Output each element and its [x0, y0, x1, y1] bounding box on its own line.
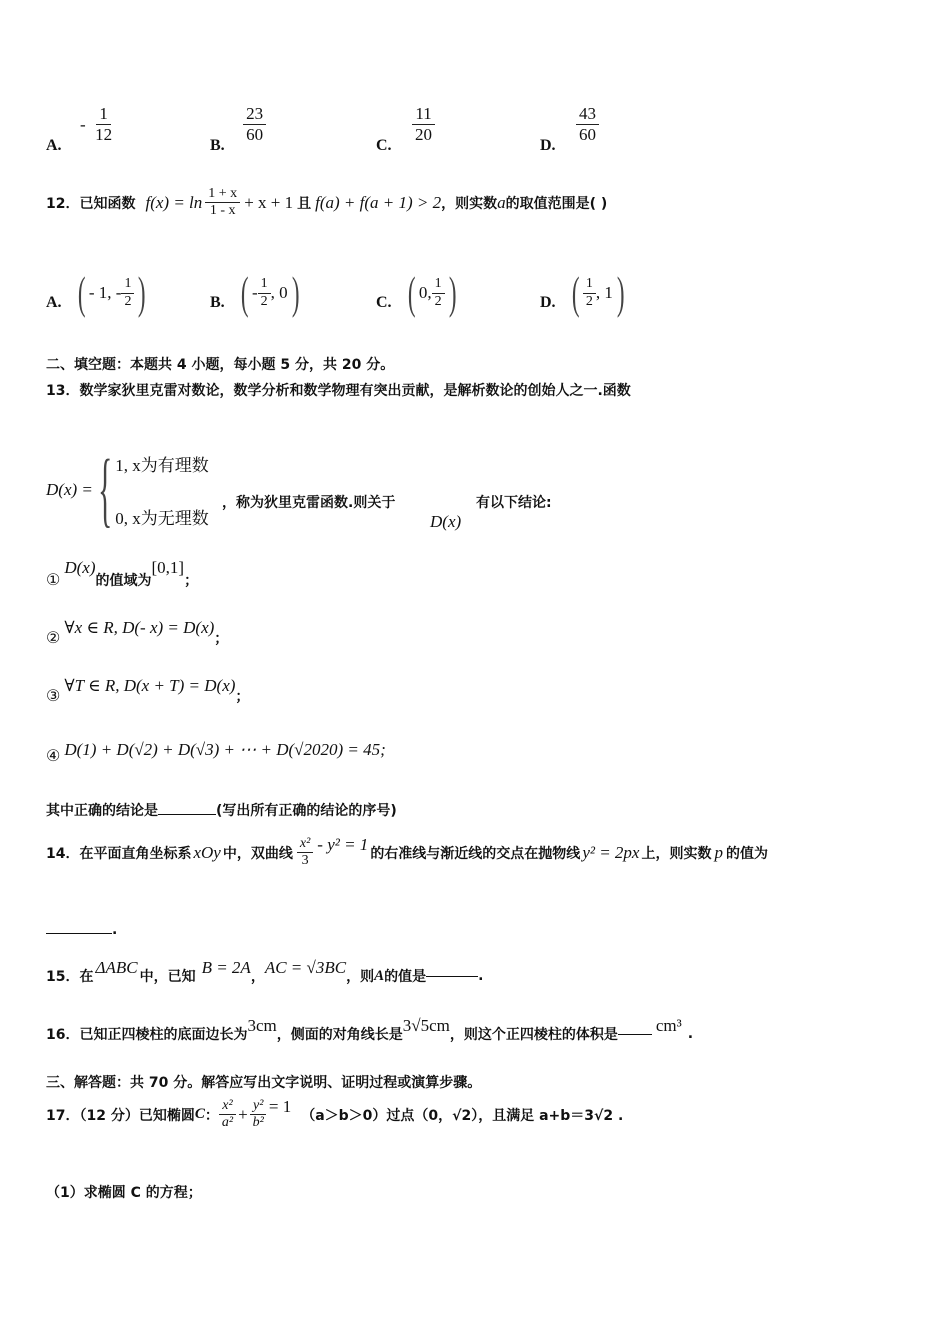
option-label: A. — [46, 294, 62, 311]
item-math: D(1) + D(√2) + D(√3) + ⋯ + D(√2020) = 45; — [64, 740, 386, 759]
q14-stem — [46, 836, 768, 869]
q15-end: . — [478, 968, 484, 984]
frac-den: b² — [252, 1115, 264, 1131]
q12-stem — [46, 186, 607, 219]
q13-intro: 13．数学家狄里克雷对数论，数学分析和数学物理有突出贡献，是解析数论的创始人之一.函数 — [46, 383, 631, 399]
option-label: B. — [210, 294, 225, 311]
option-post: , 0 — [270, 283, 288, 302]
q13-cases — [115, 451, 209, 529]
q16-mid: ，侧面的对角线长是 — [276, 1027, 403, 1043]
frac-den: a² — [221, 1115, 234, 1131]
q16-stem — [46, 1016, 694, 1043]
frac-num: y² — [250, 1098, 266, 1115]
option-fraction — [92, 104, 115, 144]
q16-mid2: ，则这个正四棱柱的体积是 — [449, 1027, 618, 1043]
frac-den: 2 — [434, 293, 442, 309]
q14-mid3: 上，则实数 — [641, 845, 712, 862]
q11-option-c — [376, 104, 435, 155]
frac-den: 3 — [301, 853, 309, 869]
item-end: ； — [235, 689, 250, 705]
q12-option-a — [46, 267, 150, 318]
q12-conj: 且 — [297, 195, 312, 212]
q13-item-4 — [46, 740, 386, 765]
q13-item-2 — [46, 618, 229, 647]
frac-den: 2 — [124, 293, 132, 309]
option-fraction — [121, 276, 134, 309]
right-paren-icon: ) — [448, 267, 457, 318]
q14-prefix: 14．在平面直角坐标系 — [46, 845, 192, 862]
option-label: A. — [46, 137, 62, 155]
item-math: ∀x ∈ R, D(- x) = D(x) — [64, 618, 215, 637]
q16-base: 3cm — [247, 1016, 277, 1035]
q13-answer-prompt — [46, 800, 397, 820]
frac-num: 1 — [432, 276, 445, 293]
q13-mid: ，称为狄里克雷函数.则关于 — [222, 495, 396, 511]
option-fraction — [432, 276, 445, 309]
q16-end: . — [687, 1026, 694, 1042]
q17-colon: ： — [204, 1107, 219, 1124]
q15-comma: ， — [250, 969, 265, 985]
q17-plus: + — [238, 1104, 248, 1124]
frac-num: 43 — [576, 104, 599, 125]
item-mark: ③ — [46, 688, 61, 705]
q14-suffix: 的值为 — [725, 845, 768, 862]
q13-answer-prompt-a: 其中正确的结论是 — [46, 803, 158, 819]
option-post: , 1 — [595, 283, 613, 302]
q14-eq-tail: - y² = 1 — [317, 834, 369, 854]
item-mark: ④ — [46, 748, 61, 765]
option-label: D. — [540, 294, 556, 311]
option-label: C. — [376, 137, 392, 155]
item-text: 的值域为 — [95, 573, 152, 589]
q13-tail: 有以下结论: — [476, 495, 552, 511]
option-label: D. — [540, 137, 556, 155]
right-paren-icon: ) — [616, 267, 625, 318]
left-paren-icon: ( — [240, 267, 249, 318]
frac-den: 1 - x — [209, 203, 236, 219]
option-pre: - 1, - — [88, 283, 122, 302]
answer-blank[interactable] — [158, 814, 216, 815]
q15-suffix-b: 的值是 — [384, 969, 427, 985]
q16-unit: cm³ — [655, 1016, 682, 1035]
q15-cond2: AC = √3BC — [264, 958, 347, 977]
frac-num: x² — [219, 1098, 235, 1115]
q11-option-d — [540, 104, 599, 155]
frac-den: 2 — [585, 293, 593, 309]
q16-prefix: 16．已知正四棱柱的底面边长为 — [46, 1027, 248, 1043]
q17-prefix: 17．（12 分）已知椭圆 — [46, 1107, 195, 1124]
frac-num: 1 + x — [205, 186, 240, 203]
q16-diag: 3√5cm — [402, 1016, 450, 1035]
q14-parabola: y² = 2px — [582, 842, 640, 862]
frac-num: x² — [297, 836, 313, 853]
q13-item-3 — [46, 676, 250, 705]
item-end: ； — [214, 631, 229, 647]
option-fraction — [412, 104, 435, 144]
q15-cond1: B = 2A — [201, 958, 251, 977]
option-pre: - — [252, 283, 258, 302]
option-label: C. — [376, 294, 392, 311]
q15-prefix: 15．在 — [46, 969, 94, 985]
item-end: ； — [184, 573, 199, 589]
section2-heading: 二、填空题：本题共 4 小题，每小题 5 分，共 20 分。 — [46, 357, 395, 373]
q17-fraction-x — [219, 1098, 236, 1131]
q13-case1: 1, x为有理数 — [115, 456, 209, 475]
q15-mid: 中，已知 — [139, 969, 196, 985]
q12-prefix: 12．已知函数 — [46, 195, 136, 212]
item-math2: [0,1] — [151, 558, 185, 577]
q12-option-c — [376, 267, 460, 318]
q12-option-d — [540, 267, 628, 318]
q15-suffix-a: ，则 — [346, 969, 375, 985]
item-math: D(x) — [64, 558, 96, 577]
item-mark: ② — [46, 630, 61, 647]
q17-fraction-y — [250, 1098, 267, 1131]
frac-den: 60 — [579, 124, 597, 144]
q17-stem — [46, 1098, 623, 1131]
option-fraction — [583, 276, 596, 309]
right-paren-icon: ) — [291, 267, 300, 318]
q14-end: . — [112, 922, 118, 938]
option-fraction — [243, 104, 266, 144]
q12-var: a — [497, 192, 506, 212]
frac-num: 11 — [412, 104, 434, 125]
q15-stem — [46, 958, 484, 985]
option-label: B. — [210, 137, 225, 155]
q13-answer-prompt-b: (写出所有正确的结论的序号) — [216, 803, 397, 819]
option-sign: - — [80, 115, 86, 135]
q14-mid: 中，双曲线 — [222, 845, 293, 862]
answer-blank[interactable] — [618, 1034, 652, 1035]
q12-option-b — [210, 267, 303, 318]
q13-def-lhs: D(x) = — [46, 480, 93, 499]
q12-f-lhs: f(x) = ln — [145, 192, 203, 212]
q17-sub1: （1）求椭圆 C 的方程； — [46, 1185, 202, 1201]
q15-triangle: ΔABC — [95, 958, 138, 977]
frac-num: 1 — [583, 276, 596, 293]
frac-num: 1 — [258, 276, 271, 293]
frac-num: 23 — [243, 104, 266, 125]
frac-den: 20 — [415, 124, 433, 144]
answer-blank[interactable] — [426, 976, 478, 977]
q12-log-fraction — [205, 186, 240, 219]
q14-fraction — [297, 836, 313, 869]
q11-option-a — [46, 104, 115, 155]
q14-answer-line — [46, 922, 117, 938]
q13-definition — [46, 443, 209, 536]
option-fraction — [576, 104, 599, 144]
q17-c-label: C — [194, 1106, 205, 1123]
left-paren-icon: ( — [407, 267, 416, 318]
q15-bold-a: A — [374, 967, 385, 984]
q17-eq: = 1 — [268, 1096, 292, 1116]
left-brace-icon: { — [97, 443, 113, 536]
answer-blank[interactable] — [46, 933, 112, 934]
frac-den: 12 — [95, 124, 113, 144]
q14-p: p — [714, 842, 723, 862]
q14-xoy: xOy — [193, 842, 221, 862]
q12-condition: f(a) + f(a + 1) > 2 — [315, 192, 442, 212]
left-paren-icon: ( — [77, 267, 86, 318]
option-fraction — [258, 276, 271, 309]
q11-option-b — [210, 104, 266, 155]
q12-suffix-a: ，则实数 — [441, 195, 498, 212]
option-pre: 0, — [418, 283, 432, 302]
left-paren-icon: ( — [571, 267, 580, 318]
q14-mid2: 的右准线与渐近线的交点在抛物线 — [370, 845, 581, 862]
q13-item-1 — [46, 558, 199, 589]
q12-f-tail: + x + 1 — [244, 192, 294, 212]
item-mark: ① — [46, 572, 61, 589]
frac-num: 1 — [96, 104, 111, 125]
q17-condition: （a＞b＞0）过点（0，√2），且满足 a+b＝3√2 . — [301, 1107, 624, 1124]
section3-heading: 三、解答题：共 70 分。解答应写出文字说明、证明过程或演算步骤。 — [46, 1075, 482, 1091]
q13-case2: 0, x为无理数 — [115, 509, 209, 528]
frac-den: 2 — [260, 293, 268, 309]
q13-dx: D(x) — [430, 512, 462, 531]
item-math: ∀T ∈ R, D(x + T) = D(x) — [64, 676, 236, 695]
frac-den: 60 — [246, 124, 264, 144]
frac-num: 1 — [121, 276, 134, 293]
q12-suffix-b: 的取值范围是( ) — [505, 195, 608, 212]
right-paren-icon: ) — [138, 267, 146, 318]
